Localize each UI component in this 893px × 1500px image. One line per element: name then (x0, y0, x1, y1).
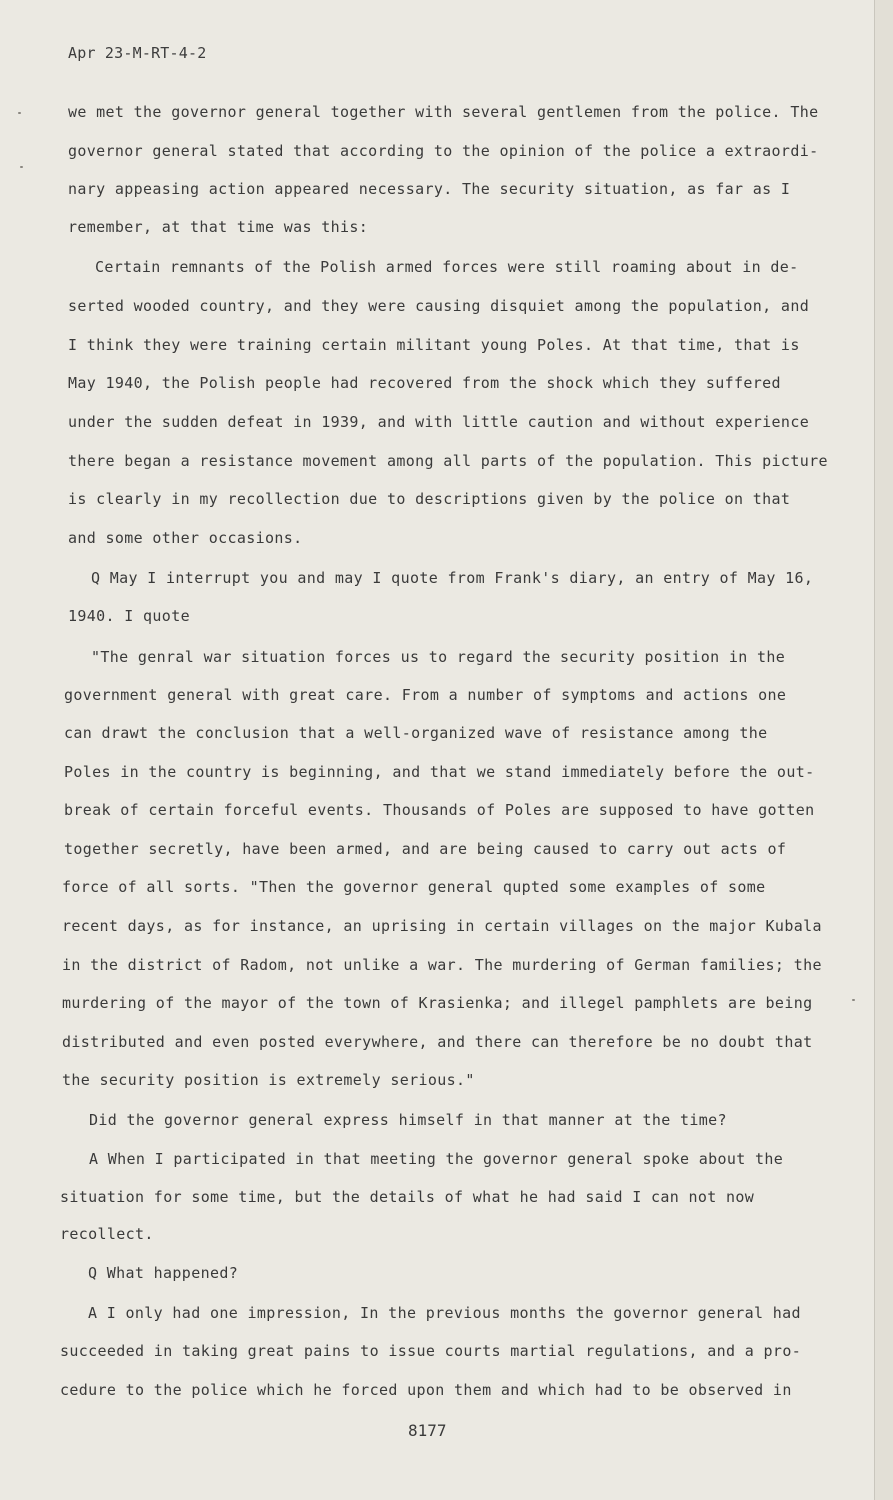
paper-speck (20, 166, 23, 168)
text-line: government general with great care. From a number of symptoms and actions one (64, 686, 787, 704)
text-line: the security position is extremely serious." (62, 1071, 475, 1089)
text-line: Q What happened? (88, 1264, 239, 1282)
text-line: we met the governor general together with several gentlemen from the police. The (68, 103, 819, 121)
text-line: governor general stated that according to the opinion of the police a extraordi- (68, 142, 819, 160)
text-line: break of certain forceful events. Thousands of Poles are supposed to have gotten (64, 801, 815, 819)
text-line: 1940. I quote (68, 607, 190, 625)
text-line: A When I participated in that meeting the governor general spoke about the (89, 1150, 784, 1168)
text-line: under the sudden defeat in 1939, and with little caution and without experience (68, 413, 810, 431)
text-line: succeeded in taking great pains to issue courts martial regulations, and a pro- (60, 1342, 802, 1360)
text-line: remember, at that time was this: (68, 218, 369, 236)
text-line: can drawt the conclusion that a well-organized wave of resistance among the (64, 724, 768, 742)
text-line: A I only had one impression, In the previous months the governor general had (88, 1304, 801, 1322)
text-line: I think they were training certain militant young Poles. At that time, that is (68, 336, 800, 354)
text-line: nary appeasing action appeared necessary. The security situation, as far as I (68, 180, 791, 198)
text-line: in the district of Radom, not unlike a war. The murdering of German families; the (62, 956, 822, 974)
text-line: Certain remnants of the Polish armed forces were still roaming about in de- (95, 258, 799, 276)
text-line: recollect. (60, 1225, 154, 1243)
text-line: serted wooded country, and they were causing disquiet among the population, and (68, 297, 810, 315)
text-line: and some other occasions. (68, 529, 303, 547)
text-line: Q May I interrupt you and may I quote from Frank's diary, an entry of May 16, (91, 569, 814, 587)
text-line: May 1940, the Polish people had recovered from the shock which they suffered (68, 374, 781, 392)
text-line: Did the governor general express himself in that manner at the time? (89, 1111, 727, 1129)
text-line: murdering of the mayor of the town of Krasienka; and illegel pamphlets are being (62, 994, 813, 1012)
text-line: is clearly in my recollection due to descriptions given by the police on that (68, 490, 791, 508)
text-line: there began a resistance movement among all parts of the population. This picture (68, 452, 828, 470)
text-line: Poles in the country is beginning, and that we stand immediately before the out- (64, 763, 815, 781)
text-line: "The genral war situation forces us to regard the security position in the (91, 648, 786, 666)
text-line: situation for some time, but the details of what he had said I can not now (60, 1188, 755, 1206)
text-line: recent days, as for instance, an uprising in certain villages on the major Kubala (62, 917, 822, 935)
document-reference: Apr 23-M-RT-4-2 (68, 44, 207, 62)
text-line: distributed and even posted everywhere, and there can therefore be no doubt that (62, 1033, 813, 1051)
paper-speck (18, 112, 21, 114)
page-number: 8177 (408, 1421, 447, 1440)
page-edge-shade (875, 0, 893, 1500)
text-line: force of all sorts. "Then the governor general qupted some examples of some (62, 878, 766, 896)
text-line: together secretly, have been armed, and are being caused to carry out acts of (64, 840, 787, 858)
paper-speck (852, 999, 855, 1001)
text-line: cedure to the police which he forced upon them and which had to be observed in (60, 1381, 792, 1399)
